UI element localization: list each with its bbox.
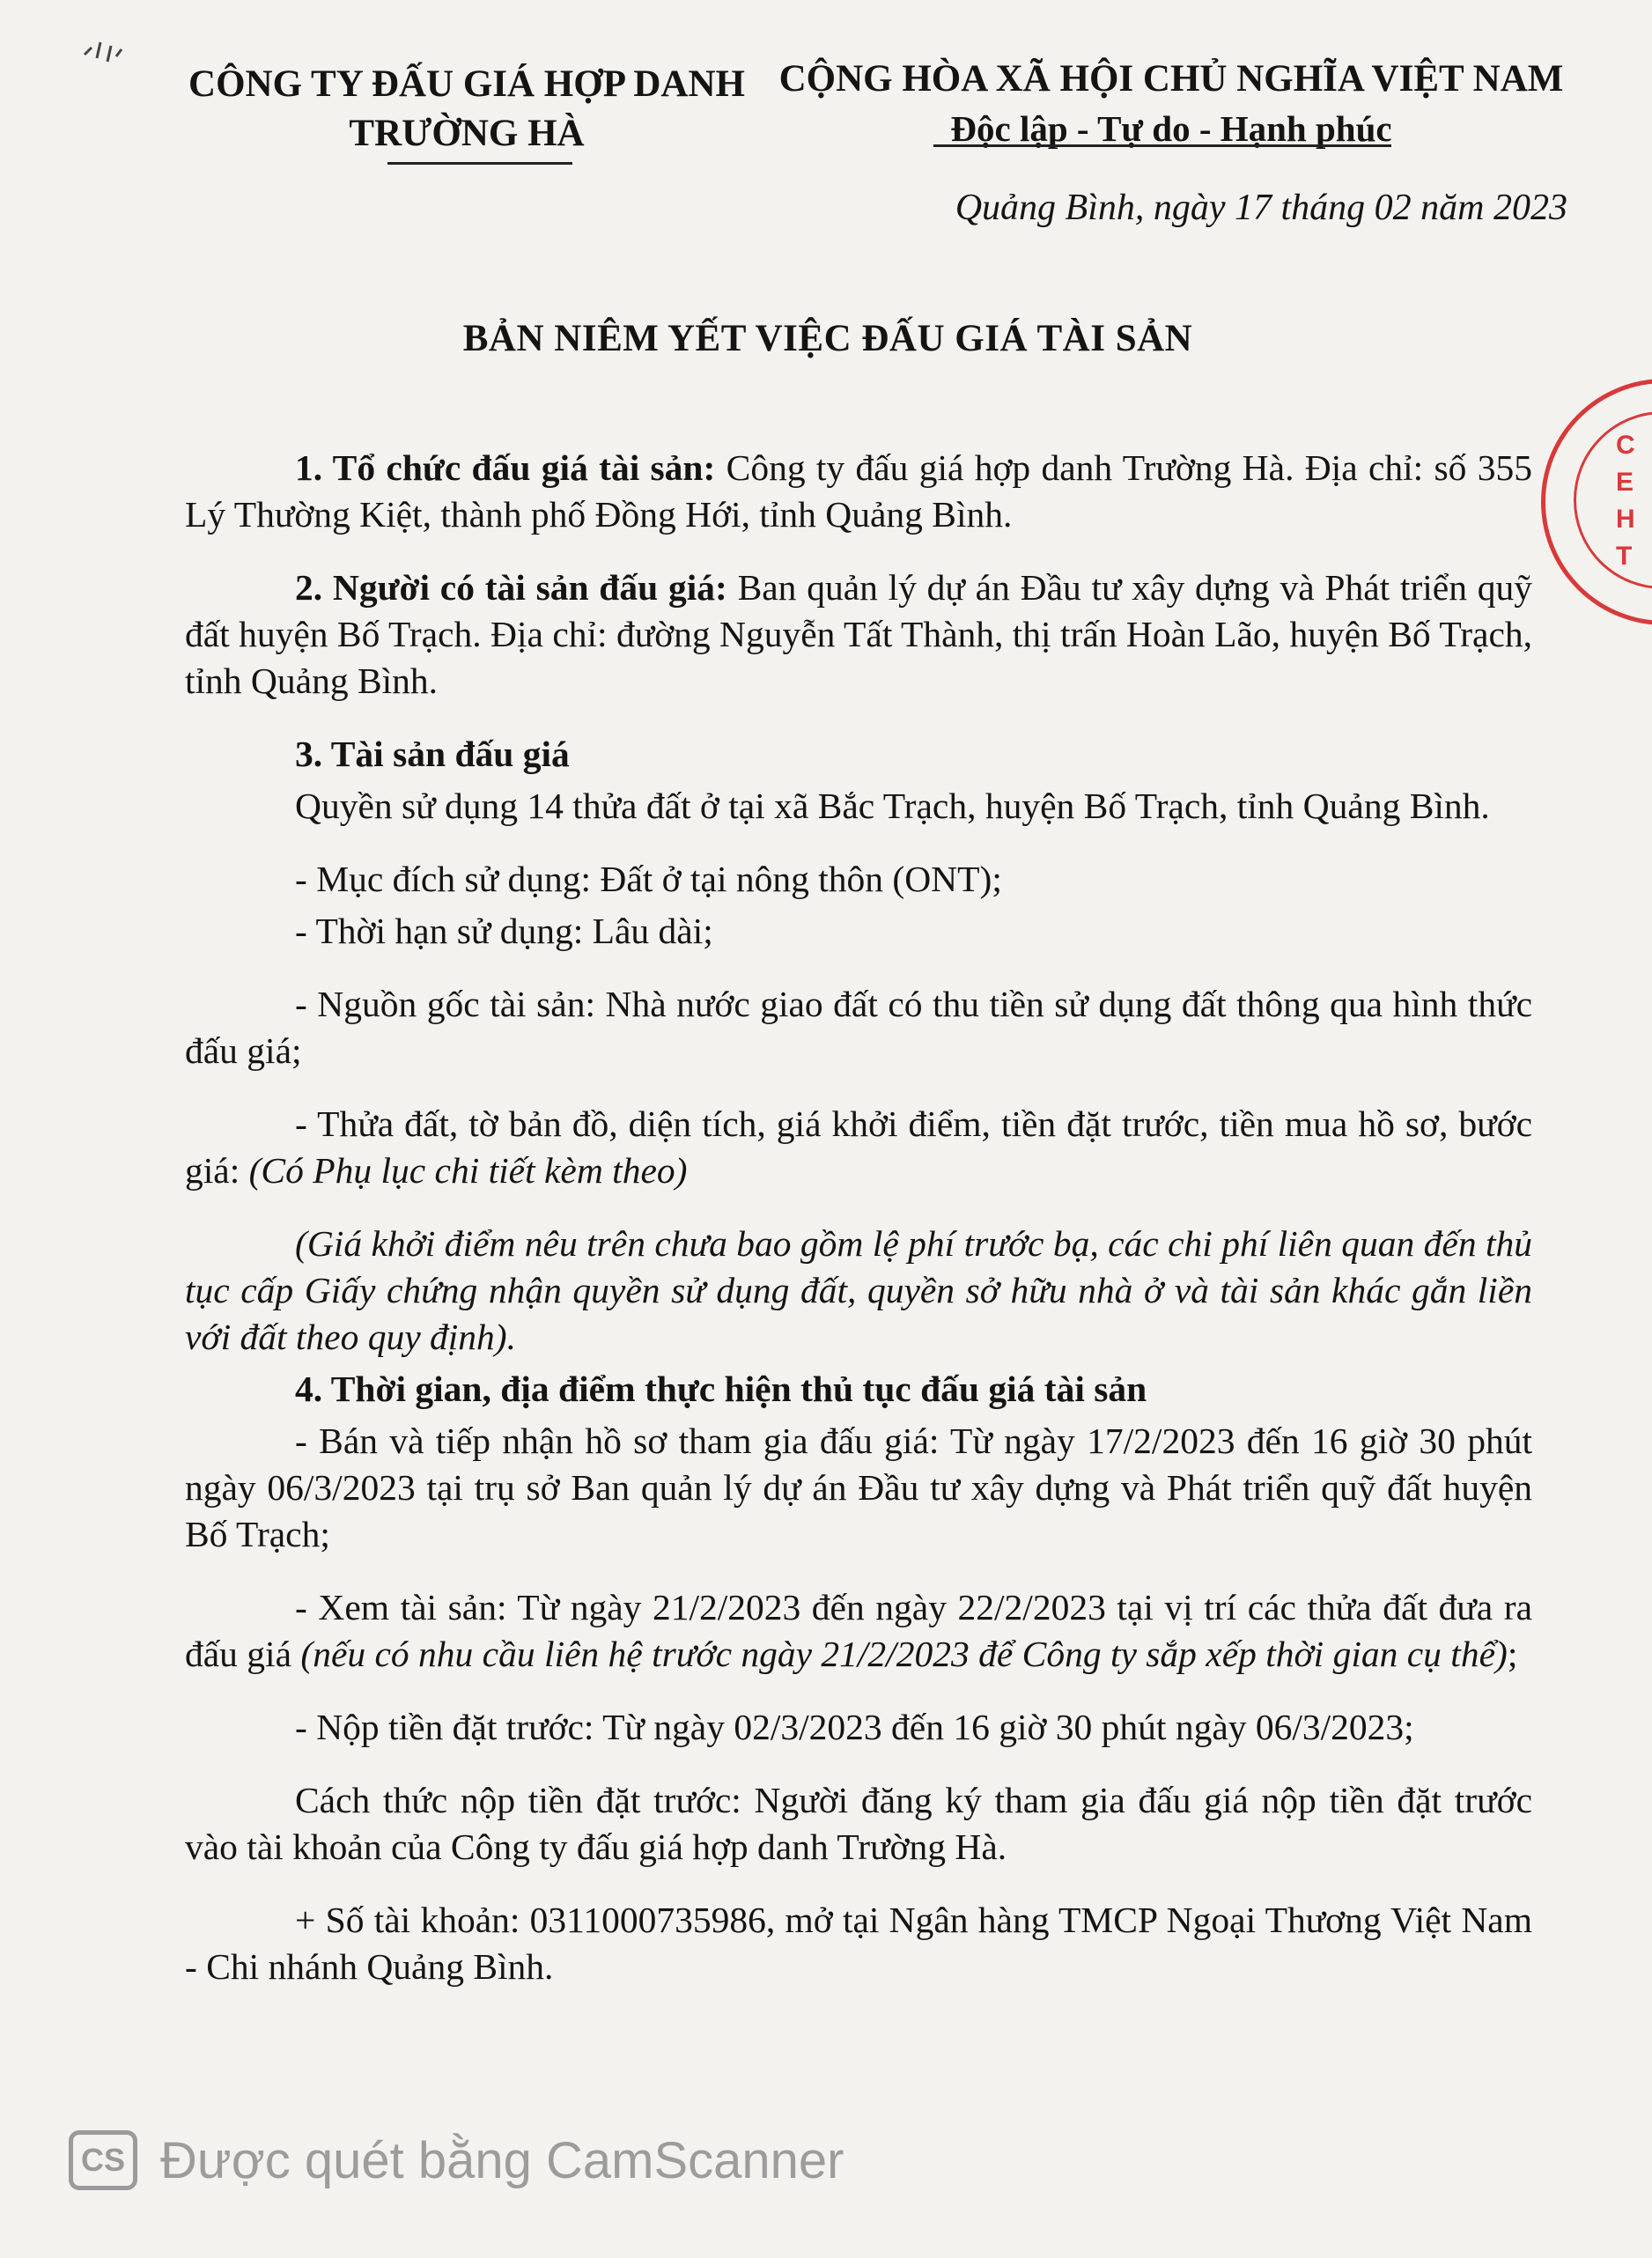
- issuer-name-line1: CÔNG TY ĐẤU GIÁ HỢP DANH: [188, 63, 745, 105]
- section-4-viewing: - Xem tài sản: Từ ngày 21/2/2023 đến ngày 22/2/2023 tại vị trí các thửa đất đưa ra đấu giá (nếu có nhu cầu liên hệ trước ngày 21/2/2023 để Công ty sắp xếp thời gian cụ thể);: [185, 1587, 1532, 1674]
- section-1: [185, 445, 1532, 538]
- motto-underline: [933, 144, 1391, 147]
- red-seal-stamp: [1541, 379, 1652, 625]
- document-title: BẢN NIÊM YẾT VIỆC ĐẤU GIÁ TÀI SẢN: [462, 318, 1193, 359]
- section-4-account: + Số tài khoản: 0311000735986, mở tại Ngân hàng TMCP Ngoại Thương Việt Nam - Chi nhánh Quảng Bình.: [185, 1900, 1532, 1987]
- camscanner-watermark: [69, 2129, 844, 2191]
- national-motto: Độc lập - Tự do - Hạnh phúc: [950, 108, 1392, 149]
- section-4-heading: 4. Thời gian, địa điểm thực hiện thủ tục đấu giá tài sản: [295, 1369, 1147, 1409]
- issuer-name-line2: TRƯỜNG HÀ: [349, 113, 585, 154]
- issuer-block: [176, 60, 757, 159]
- section-1-label: 1. Tổ chức đấu giá tài sản:: [295, 447, 716, 488]
- camscanner-text: Được quét bằng CamScanner: [160, 2131, 844, 2189]
- section-4-deposit: - Nộp tiền đặt trước: Từ ngày 02/3/2023 đến 16 giờ 30 phút ngày 06/3/2023;: [295, 1707, 1414, 1747]
- section-4-deposit-method: Cách thức nộp tiền đặt trước: Người đăng ký tham gia đấu giá nộp tiền đặt trước vào tài khoản của Công ty đấu giá hợp danh Trường Hà.: [185, 1780, 1532, 1867]
- section-2: [185, 564, 1532, 705]
- seal-inner-ring: [1574, 411, 1652, 589]
- section-3-origin: - Nguồn gốc tài sản: Nhà nước giao đất có thu tiền sử dụng đất thông qua hình thức đấu giá;: [185, 984, 1532, 1071]
- section-1-text: Công ty đấu giá hợp danh Trường Hà. Địa chỉ: số 355 Lý Thường Kiệt, thành phố Đồng Hới, tỉnh Quảng Bình.: [185, 447, 1532, 535]
- viewing-note: (nếu có nhu cầu liên hệ trước ngày 21/2/2023 để Công ty sắp xếp thời gian cụ thể): [300, 1634, 1508, 1674]
- section-2-text: Ban quản lý dự án Đầu tư xây dựng và Phát triển quỹ đất huyện Bố Trạch. Địa chỉ: đường Nguyễn Tất Thành, thị trấn Hoàn Lão, huyện Bố Trạch, tỉnh Quảng Bình.: [185, 567, 1532, 701]
- camscanner-icon: CS: [69, 2130, 137, 2190]
- section-3-intro: Quyền sử dụng 14 thửa đất ở tại xã Bắc Trạch, huyện Bố Trạch, tỉnh Quảng Bình.: [295, 786, 1490, 826]
- scan-mark: [81, 35, 160, 70]
- section-3-purpose: - Mục đích sử dụng: Đất ở tại nông thôn (ONT);: [295, 859, 1002, 899]
- section-2-label: 2. Người có tài sản đấu giá:: [295, 567, 727, 608]
- section-4-sale: - Bán và tiếp nhận hồ sơ tham gia đấu giá: Từ ngày 17/2/2023 đến 16 giờ 30 phút ngày 06/3/2023 tại trụ sở Ban quản lý dự án Đầu tư xây dựng và Phát triển quỹ đất huyện Bố Trạch;: [185, 1420, 1532, 1554]
- document-body: [185, 445, 1532, 2003]
- seal-letters: C E H T: [1616, 431, 1635, 571]
- price-note: (Giá khởi điểm nêu trên chưa bao gồm lệ phí trước bạ, các chi phí liên quan đến thủ tục cấp Giấy chứng nhận quyền sử dụng đất, quyền sở hữu nhà ở và tài sản khác gắn liền với đất theo quy định).: [185, 1223, 1532, 1357]
- appendix-note: (Có Phụ lục chi tiết kèm theo): [248, 1150, 688, 1191]
- place-date: Quảng Bình, ngày 17 tháng 02 năm 2023: [955, 188, 1567, 228]
- issuer-underline: [387, 162, 572, 165]
- section-3-heading: 3. Tài sản đấu giá: [295, 734, 570, 774]
- nation-name: CỘNG HÒA XÃ HỘI CHỦ NGHĨA VIỆT NAM: [778, 58, 1564, 100]
- section-3-details: - Thửa đất, tờ bản đồ, diện tích, giá khởi điểm, tiền đặt trước, tiền mua hồ sơ, bước giá: (Có Phụ lục chi tiết kèm theo): [185, 1103, 1532, 1191]
- section-3-term: - Thời hạn sử dụng: Lâu dài;: [295, 911, 713, 951]
- national-heading: [757, 55, 1585, 153]
